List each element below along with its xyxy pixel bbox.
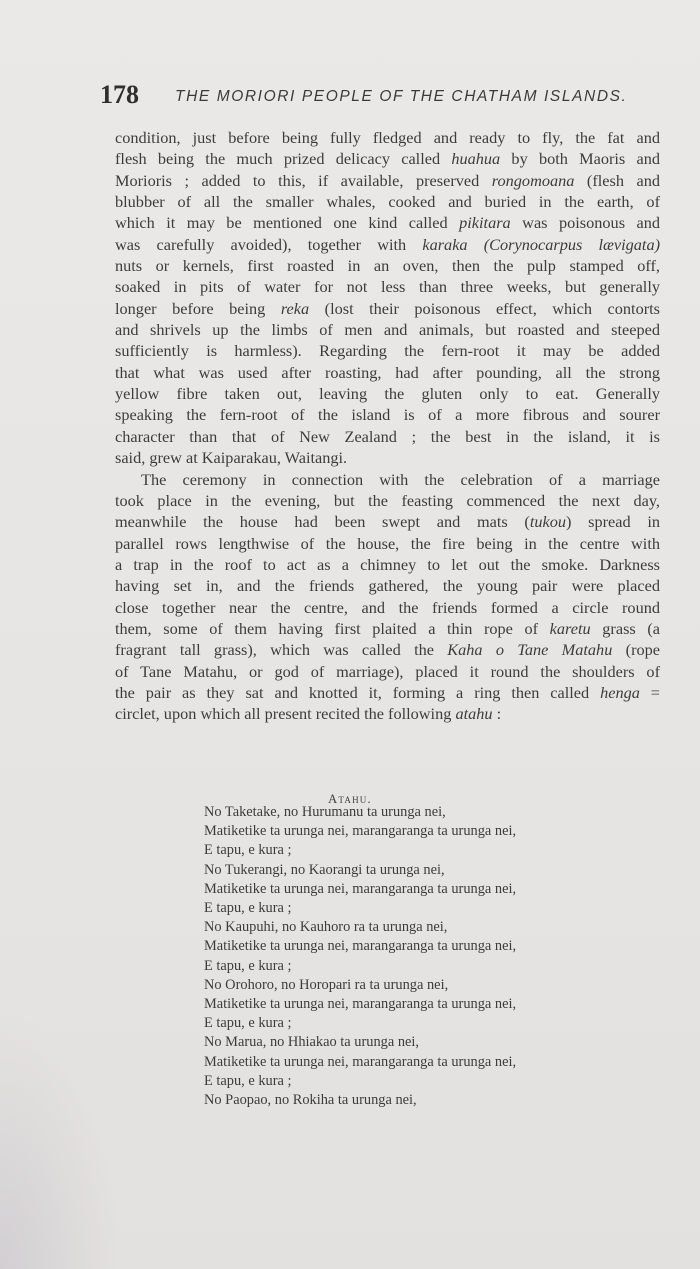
text-run: (rope — [612, 640, 660, 660]
page-shadow — [0, 1009, 120, 1269]
text-line — [115, 234, 660, 255]
text-run: longer before being — [115, 298, 281, 318]
text-line — [115, 447, 660, 468]
text-line — [115, 319, 660, 340]
text-run: a trap in the roof to act as a chimney to let out the smoke. Darkness — [115, 554, 660, 574]
text-line — [115, 618, 660, 639]
text-line — [115, 490, 660, 511]
text-run: close together near the centre, and the friends formed a circle round — [115, 597, 660, 617]
text-line — [115, 362, 660, 383]
text-run: = — [639, 682, 660, 702]
chant-line: E tapu, e kura ; — [204, 1015, 292, 1032]
paragraph-1 — [115, 127, 660, 469]
italic-term: karetu — [549, 618, 591, 638]
chant-line: No Orohoro, no Horopari ra ta urunga nei, — [204, 976, 449, 993]
text-run: grass (a — [590, 618, 660, 638]
text-run: flesh being the much prized delicacy called — [115, 149, 452, 169]
text-line — [115, 597, 660, 618]
text-line — [115, 661, 660, 682]
text-line — [115, 148, 660, 169]
chant-line: Matiketike ta urunga nei, marangaranga ta urunga nei, — [204, 823, 517, 840]
text-run: blubber of all the smaller whales, cooked and buried in the earth, of — [115, 192, 660, 212]
chant-line: No Kaupuhi, no Kauhoro ra ta urunga nei, — [204, 919, 448, 936]
paragraph-2 — [115, 469, 660, 725]
chant-line: No Taketake, no Hurumanu ta urunga nei, — [204, 804, 446, 820]
text-line — [115, 533, 660, 554]
text-run: of Tane Matahu, or god of marriage), placed it round the shoulders of — [115, 661, 660, 681]
text-run: circlet, upon which all present recited the following — [115, 704, 456, 724]
chant-line: Matiketike ta urunga nei, marangaranga ta urunga nei, — [204, 1053, 517, 1070]
text-run: was poisonous and — [510, 213, 661, 233]
text-run: said, grew at Kaiparakau, Waitangi. — [115, 448, 348, 468]
chant-line: No Tukerangi, no Kaorangi ta urunga nei, — [204, 861, 445, 878]
italic-term: atahu — [455, 704, 493, 724]
chant-line: E tapu, e kura ; — [204, 900, 292, 917]
text-run: character than that of New Zealand ; the best in the island, it is — [115, 426, 660, 446]
chant-line: Matiketike ta urunga nei, marangaranga ta urunga nei, — [204, 996, 517, 1013]
text-line — [115, 682, 660, 703]
italic-term: karaka (Corynocarpus lævigata) — [422, 234, 661, 254]
chant-verse — [204, 803, 624, 1110]
text-run: having set in, and the friends gathered, the young pair were placed — [115, 576, 660, 596]
text-run: nuts or kernels, first roasted in an oven, then the pulp stamped off, — [115, 256, 660, 276]
text-run: which it may be mentioned one kind called — [115, 213, 460, 233]
text-line — [115, 340, 660, 361]
italic-term: rongomoana — [491, 170, 575, 190]
text-run: sufficiently is harmless). Regarding the fern-root it may be added — [115, 341, 660, 361]
chant-line: Matiketike ta urunga nei, marangaranga ta urunga nei, — [204, 938, 517, 955]
chant-line: E tapu, e kura ; — [204, 842, 292, 859]
running-title: THE MORIORI PEOPLE OF THE CHATHAM ISLANDS. — [175, 88, 628, 105]
text-run: by both Maoris and — [500, 149, 661, 169]
page-header — [100, 80, 628, 112]
text-run: meanwhile the house had been swept and mats ( — [115, 512, 530, 532]
text-run: (flesh and — [574, 170, 661, 190]
text-run: parallel rows lengthwise of the house, the fire being in the centre with — [115, 533, 660, 553]
text-line — [115, 426, 660, 447]
italic-term: huahua — [451, 149, 501, 169]
text-line — [115, 276, 660, 297]
text-run: speaking the fern-root of the island is of a more fibrous and sourer — [115, 405, 660, 425]
text-line — [115, 703, 660, 724]
text-line — [115, 404, 660, 425]
text-run: fragrant tall grass), which was called the — [115, 640, 448, 660]
text-line — [115, 191, 660, 212]
text-run: Morioris ; added to this, if available, preserved — [115, 170, 492, 190]
text-run: took place in the evening, but the feasting commenced the next day, — [115, 490, 660, 510]
chant-line: No Paopao, no Rokiha ta urunga nei, — [204, 1092, 417, 1109]
text-line — [115, 575, 660, 596]
text-run: yellow fibre taken out, leaving the gluten only to eat. Generally — [115, 384, 660, 404]
text-line — [115, 255, 660, 276]
page-number: 178 — [100, 80, 139, 109]
text-line — [115, 469, 660, 490]
text-line — [115, 170, 660, 191]
text-run: the pair as they sat and knotted it, forming a ring then called — [115, 682, 601, 702]
text-run: was carefully avoided), together with — [115, 234, 423, 254]
text-line — [115, 639, 660, 660]
body-text — [115, 127, 660, 725]
text-run: ) spread in — [566, 512, 660, 532]
text-run: soaked in pits of water for not less than three weeks, but generally — [115, 277, 660, 297]
text-line — [115, 212, 660, 233]
italic-term: tukou — [529, 512, 567, 532]
italic-term: henga — [600, 682, 640, 702]
text-line — [115, 298, 660, 319]
text-line — [115, 511, 660, 532]
chant-line: Matiketike ta urunga nei, marangaranga ta urunga nei, — [204, 880, 517, 897]
chant-line: No Marua, no Hhiakao ta urunga nei, — [204, 1034, 419, 1051]
text-run: condition, just before being fully fledged and ready to fly, the fat and — [115, 128, 660, 147]
text-run: them, some of them having first plaited a thin rope of — [115, 618, 550, 638]
chant-line: E tapu, e kura ; — [204, 1072, 292, 1089]
text-run: and shrivels up the limbs of men and animals, but roasted and steeped — [115, 320, 660, 340]
text-line — [115, 127, 660, 148]
text-run: : — [492, 704, 502, 724]
chant-line: E tapu, e kura ; — [204, 957, 292, 974]
text-run: The ceremony in connection with the celebration of a marriage — [141, 469, 660, 489]
italic-term: reka — [280, 298, 310, 318]
italic-term: Kaha o Tane Matahu — [447, 640, 613, 660]
text-run: (lost their poisonous effect, which contorts — [309, 298, 660, 318]
italic-term: pikitara — [459, 213, 511, 233]
text-run: that what was used after roasting, had after pounding, all the strong — [115, 362, 660, 382]
text-line — [115, 383, 660, 404]
text-line — [115, 554, 660, 575]
section-heading: Atahu. — [328, 792, 372, 806]
